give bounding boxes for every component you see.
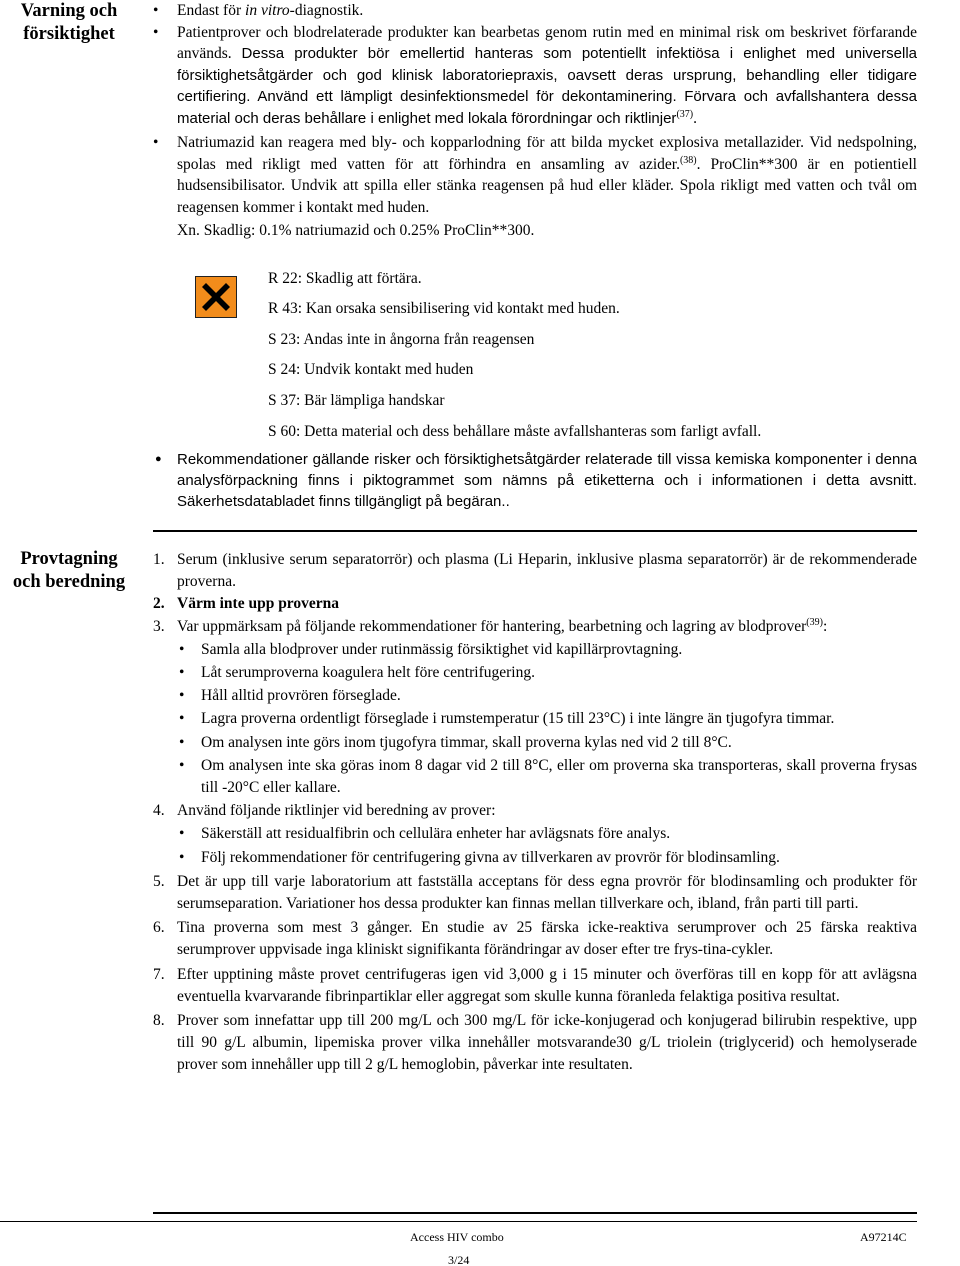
safety-phrase: S 60: Detta material och dess behållare måste avfallshanteras som farligt avfall. — [268, 423, 762, 440]
safety-phrase: S 24: Undvik kontakt med huden — [268, 361, 474, 378]
list-item: • Håll alltid provrören förseglade. — [153, 685, 917, 707]
bullet-icon: • — [179, 664, 185, 682]
footer-divider — [0, 1221, 917, 1222]
list-item: • Om analysen inte ska göras inom 8 dagar vid 2 till 8°C, eller om proverna ska transporteras, skall proverna frysas till -20°C eller kallare. — [179, 756, 917, 797]
harmful-x-icon — [195, 276, 237, 318]
list-item: 5. Det är upp till varje laboratorium att fastställa acceptans för dess egna provrör för blodinsamling och produkter för serumseparation. Variationer hos dessa produkter kan finnas mellan tillverkare och, ibland, från parti till parti. — [153, 872, 917, 913]
section-label-line: Varning och — [20, 1, 118, 21]
list-item: • Säkerställ att residualfibrin och cellulära enheter har avlägsnats före analys. — [153, 823, 917, 845]
list-item: • Låt serumproverna koagulera helt före centrifugering. — [153, 662, 917, 684]
list-item: 7. Efter upptining måste provet centrifugeras igen vid 3,000 g i 15 minuter och överföras till en kopp för att avlägsna eventuella kvarvarande fibrinpartiklar eller aggregat som skulle kunna föranleda felaktiga positiva resultat. — [153, 965, 917, 1005]
bullet-icon: • — [179, 733, 185, 751]
dot-icon: ● — [155, 453, 162, 465]
list-item: 4. Använd följande riktlinjer vid beredning av prover: — [153, 802, 496, 820]
bullet-icon: • — [179, 756, 185, 774]
list-item: 3. Var uppmärksam på följande rekommendationer för hantering, bearbetning och lagring av blodprover$^{(39)}$: — [153, 616, 828, 635]
list-item: • Natriumazid kan reagera med bly- och kopparlodning för att bilda mycket explosiva metallazider. Vid nedspolning, spolas med rikligt med vatten för att förhindra en ansamling av azider.$^{(38)}$. ProClin**300 är en potientiell hudsensibilisator. Undvik att spilla eller stänka reagensen på hud eller kläder. Spola rikligt med vatten och tvål om reagensen kommer i kontakt med huden. Xn. Skadlig: 0.1% natriumazid och 0.25% ProClin**300. — [153, 132, 917, 242]
footer-code: A97214C — [860, 1230, 907, 1244]
bullet-icon: • — [179, 825, 185, 843]
footer-product: Access HIV combo — [410, 1230, 504, 1244]
list-item: • Om analysen inte görs inom tjugofyra timmar, skall proverna kylas ned vid 2 till 8°C. — [153, 732, 917, 754]
risk-phrase: R 22: Skadlig att förtära. — [268, 270, 422, 287]
bullet-icon: • — [179, 848, 185, 866]
section-label-sampling — [0, 548, 138, 594]
safety-phrase: S 37: Bär lämpliga handskar — [268, 392, 445, 409]
warning-section — [153, 0, 917, 242]
list-item: • Lagra proverna ordentligt förseglade i rumstemperatur (15 till 23°C) i inte längre än tjugofyra timmar. — [153, 708, 917, 730]
safety-phrase: S 23: Andas inte in ångorna från reagensen — [268, 331, 535, 348]
page-number: 3/24 — [448, 1253, 470, 1266]
list-item: • Samla alla blodprover under rutinmässig försiktighet vid kapillärprovtagning. — [153, 639, 917, 661]
bullet-icon: • — [153, 2, 159, 19]
hazard-classification: Xn. Skadlig: 0.1% natriumazid och 0.25% ProClin**300. — [177, 222, 535, 239]
bullet-icon: • — [179, 687, 185, 705]
list-item: • Följ rekommendationer för centrifugering givna av tillverkaren av provrör för blodinsamling. — [153, 847, 917, 869]
content-end-divider — [153, 1212, 917, 1214]
list-item: ● Rekommendationer gällande risker och försiktighetsåtgärder relaterade till vissa kemiska komponenter i denna analysförpackning finns i piktogrammet som nämns på etiketterna och i informationen i detta avsnitt. Säkerhetsdatabladet finns tillgängligt på begäran.. — [155, 451, 917, 510]
sampling-section — [153, 549, 917, 1077]
section-label-line: och beredning — [12, 572, 126, 592]
bullet-icon: • — [153, 134, 159, 151]
list-item: 1. Serum (inklusive serum separatorrör) och plasma (Li Heparin, inklusive plasma separatorrör) är de rekommenderade proverna. — [153, 551, 917, 591]
section-label-line: Provtagning — [20, 549, 118, 569]
list-item: 2. Värm inte upp proverna — [153, 595, 340, 613]
list-item: • Patientprover och blodrelaterade produkter kan bearbetas genom rutin med en minimal risk om beskrivet förfarande används. Dessa produkter bör emellertid hanteras som potentiellt infektiösa i enlighet med universella försiktighetsåtgärder och god klinisk laboratoriepraxis, oavsett deras ursprung, behandling eller tidigare certifiering. Använd ett lämpligt desinfektionsmedel för dekontaminering. Förvara och avfallshantera dessa material och deras behållare i enlighet med lokala förordningar och riktlinjer$^{(37)}$. — [153, 23, 917, 127]
bullet-icon: • — [179, 640, 185, 658]
section-label-warning — [0, 0, 138, 46]
risk-phrase: R 43: Kan orsaka sensibilisering vid kontakt med huden. — [268, 300, 620, 317]
list-item: 6. Tina proverna som mest 3 gånger. En studie av 25 färska icke-reaktiva serumprover och 25 färska reaktiva serumprover uppvisade inga kliniskt signifikanta förändringar av doser efter tre frys-tina-cykler. — [153, 919, 917, 959]
warning-section-sds — [153, 449, 917, 512]
section-label-line: försiktighet — [23, 24, 115, 44]
list-item: • Endast för in vitro-diagnostik. — [153, 0, 917, 22]
bullet-icon: • — [153, 23, 159, 41]
bullet-icon: • — [179, 710, 185, 728]
section-divider — [153, 530, 917, 532]
list-item: 8. Prover som innefattar upp till 200 mg/L och 300 mg/L för icke-konjugerad och konjugerad bilirubin respektive, upp till 90 g/L albumin, lipemiska prover vilka innehåller motsvarande30 g/L triolein (triglycerid) och hemolyserade prover som innehåller upp till 2 g/L hemoglobin, påverkar inte resultaten. — [153, 1012, 917, 1074]
